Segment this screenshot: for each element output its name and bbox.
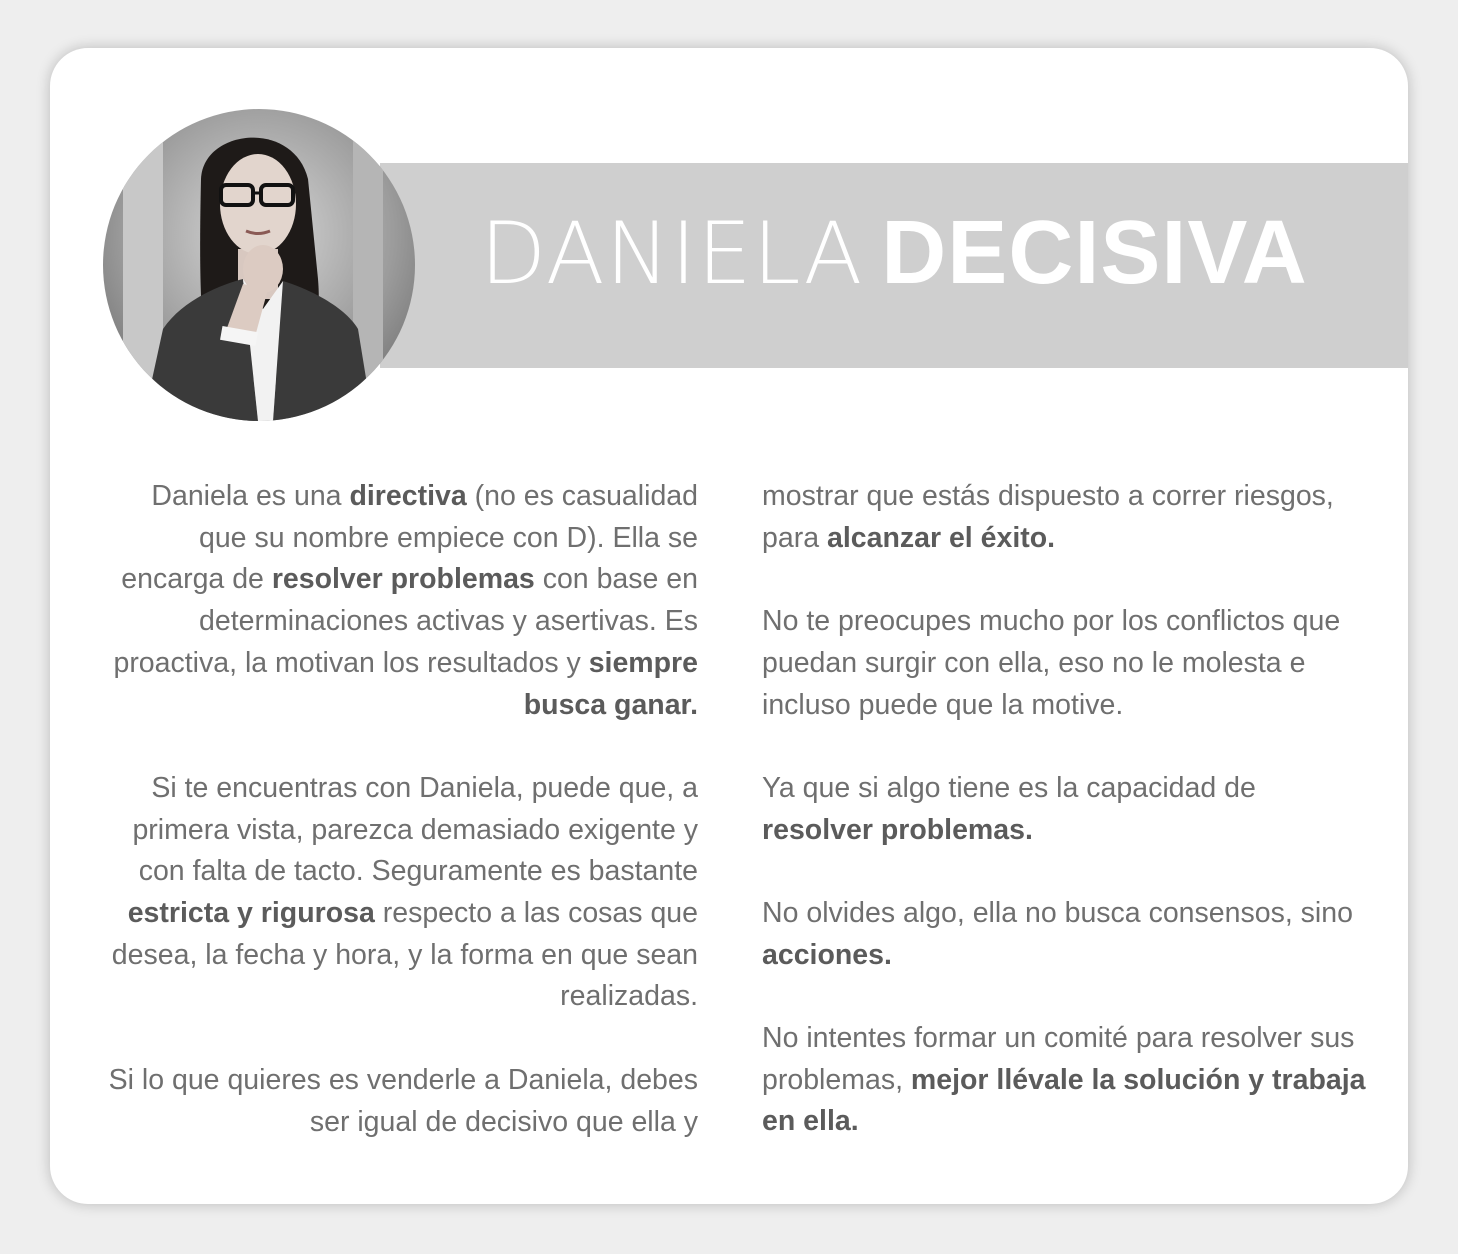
emphasis: mejor llévale la solución y trabaja en ella.	[762, 1063, 1366, 1138]
emphasis: directiva	[349, 480, 467, 512]
emphasis: resolver problemas	[271, 563, 535, 596]
text: No olvides algo, ella no busca consensos, sino	[762, 896, 1353, 929]
left-paragraph-3	[100, 1060, 698, 1143]
right-paragraph-1	[762, 476, 1372, 559]
right-column	[762, 476, 1372, 1185]
text: No intentes formar un comité para resolver sus problemas,	[762, 1022, 1355, 1096]
left-paragraph-1	[100, 476, 698, 726]
text: con base en determinaciones activas y asertivas. Es proactiva, la motivan los resultados y	[113, 563, 698, 679]
left-column	[100, 476, 698, 1185]
page-title	[480, 203, 1308, 304]
right-paragraph-4	[762, 893, 1372, 976]
emphasis: estricta y rigurosa	[127, 897, 375, 930]
title-bold: DECISIVA	[881, 203, 1308, 303]
text: Ya que si algo tiene es la capacidad de	[762, 771, 1256, 804]
title-light: DANIELA	[480, 204, 864, 304]
text: Si lo que quieres es venderle a Daniela, debes ser igual de decisivo que ella y	[108, 1063, 698, 1138]
emphasis: siempre busca ganar.	[523, 646, 698, 721]
text: Si te encuentras con Daniela, puede que, a primera vista, parezca demasiado exigente y con falta de tacto. Seguramente es bastante	[132, 771, 698, 888]
emphasis: acciones.	[762, 938, 892, 971]
right-paragraph-5	[762, 1018, 1372, 1143]
left-paragraph-2	[100, 768, 698, 1018]
emphasis: resolver problemas.	[762, 813, 1033, 846]
text: Daniela es una	[151, 480, 350, 512]
avatar	[103, 109, 415, 421]
right-paragraph-2	[762, 601, 1372, 726]
text: mostrar que estás dispuesto a correr riesgos, para	[762, 480, 1334, 554]
profile-card	[50, 48, 1408, 1204]
woman-portrait-icon	[103, 109, 415, 421]
right-paragraph-3	[762, 768, 1372, 851]
text: No te preocupes mucho por los conflictos que puedan surgir con ella, eso no le molesta e incluso puede que la motive.	[762, 605, 1341, 721]
emphasis: alcanzar el éxito.	[826, 521, 1056, 554]
text: (no es casualidad que su nombre empiece con D). Ella se encarga de	[121, 480, 698, 596]
text: respecto a las cosas que desea, la fecha y hora, y la forma en que sean realizadas.	[111, 897, 698, 1013]
